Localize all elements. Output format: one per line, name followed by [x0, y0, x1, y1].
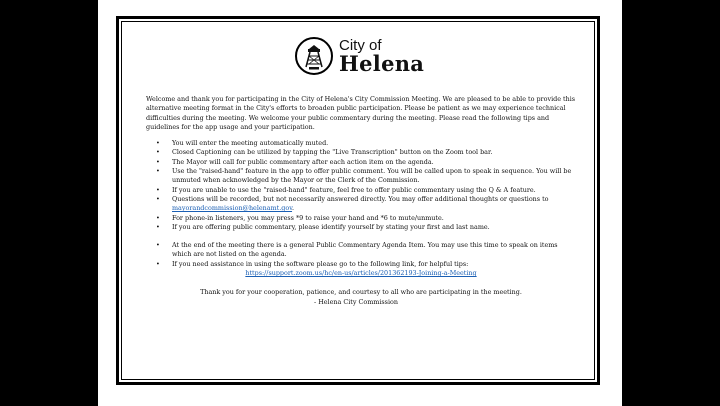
list-item: • If you are unable to use the "raised-hand" feature, feel free to offer public commentary using the Q & A feature.	[164, 186, 576, 195]
logo-helena: Helena	[339, 51, 425, 76]
list-item: • At the end of the meeting there is a general Public Commentary Agenda Item. You may use this time to speak on items which are not listed on the agenda.	[164, 241, 576, 260]
closing-text: Thank you for your cooperation, patience, and courtesy to all who are participating in the meeting.	[200, 288, 522, 297]
additional-list	[146, 241, 576, 269]
questions-text: Questions will be recorded, but not necessarily answered directly. You may offer additional thoughts or questions to	[172, 194, 549, 203]
zoom-support-link[interactable]: https://support.zoom.us/hc/en-us/articles/201362193-Joining-a-Meeting	[245, 269, 477, 278]
list-item: • Closed Captioning can be utilized by tapping the "Live Transcription" button on the Zoom tool bar.	[164, 148, 576, 157]
list-item: • Use the "raised-hand" feature in the app to offer public comment. You will be called upon to speak in sequence. You will be unmuted when acknowledged by the Mayor or the Clerk of the Commission.	[164, 167, 576, 186]
meeting-guidelines	[146, 95, 576, 307]
city-logo	[295, 37, 424, 75]
list-item: • You will enter the meeting automatically muted.	[164, 139, 576, 148]
intro-paragraph: Welcome and thank you for participating in the City of Helena's City Commission Meeting. We are pleased to be able to provide this alternative meeting format in the City's efforts to broaden public participation. Please be patient as we may experience technical difficulties during the meeting. We welcome your public commentary during the meeting. Please read the following tips and guidelines for the app usage and your participation.	[146, 95, 576, 131]
fire-tower-seal-icon	[295, 37, 333, 75]
logo-city-of: City of	[339, 37, 382, 54]
list-item: • The Mayor will call for public commentary after each action item on the agenda.	[164, 158, 576, 167]
document-slide	[98, 0, 622, 406]
list-item: • If you need assistance in using the software please go to the following link, for helpful tips:	[164, 260, 576, 269]
email-link[interactable]: mayorandcommission@helenamt.gov	[172, 204, 293, 213]
list-item: • If you are offering public commentary, please identify yourself by stating your first and last name.	[164, 223, 576, 232]
signature: - Helena City Commission	[314, 297, 398, 306]
list-item: • For phone-in listeners, you may press *9 to raise your hand and *6 to mute/unmute.	[164, 214, 576, 223]
guidelines-list	[146, 139, 576, 232]
list-item: • Questions will be recorded, but not necessarily answered directly. You may offer additional thoughts or questions to mayorandcommission@helenamt.gov.	[164, 195, 576, 214]
